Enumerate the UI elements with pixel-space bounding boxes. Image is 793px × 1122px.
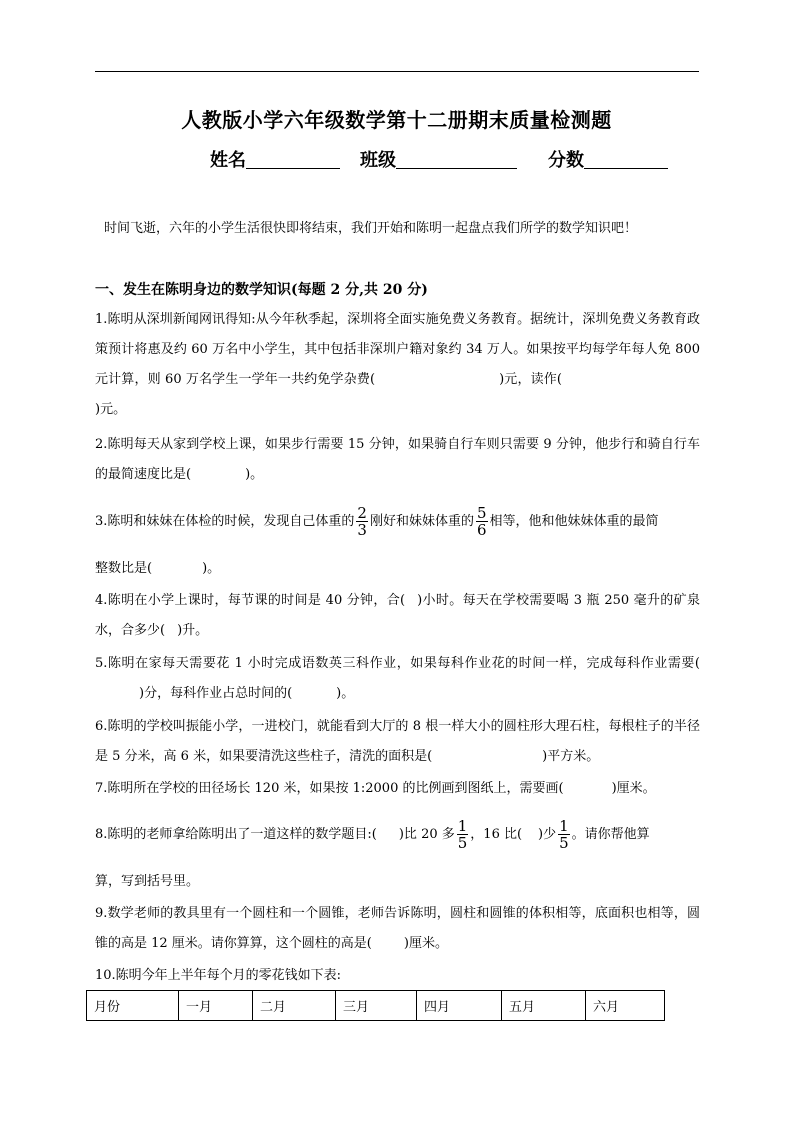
table-cell: 三月 <box>336 991 417 1021</box>
name-label: 姓名 <box>210 150 246 171</box>
question-1: 1.陈明从深圳新闻网讯得知:从今年秋季起，深圳将全面实施免费义务教育。据统计，深圳免费义务教育政策预计将惠及约 60 万名中小学生，其中包括非深圳户籍对象约 34 万人。如果按平均每学年每人免 800 元计算，则 60 万名学生一学年一共约免学杂费( )元，读作()元。 <box>95 312 700 417</box>
name-blank[interactable] <box>246 150 340 169</box>
class-field <box>360 146 517 172</box>
score-label: 分数 <box>548 150 584 171</box>
class-blank[interactable] <box>396 150 517 169</box>
allowance-table <box>86 990 665 1021</box>
fraction-two-thirds: $\frac{2}{3}$ <box>357 504 367 539</box>
question-10: 10.陈明今年上半年每个月的零花钱如下表: <box>95 968 342 983</box>
score-field <box>548 146 668 172</box>
intro-text: 时间飞逝，六年的小学生活很快即将结束，我们开始和陈明一起盘点我们所学的数学知识吧！ <box>104 221 638 236</box>
question-9: 9.数学老师的教具里有一个圆柱和一个圆锥，老师告诉陈明，圆柱和圆锥的体积相等，底面积也相等，圆锥的高是 12 厘米。请你算算，这个圆柱的高是( )厘米。 <box>95 906 700 951</box>
question-4: 4.陈明在小学上课时，每节课的时间是 40 分钟，合( )小时。每天在学校需要喝 3 瓶 250 毫升的矿泉水，合多少( )升。 <box>95 593 700 638</box>
table-cell: 六月 <box>586 991 665 1021</box>
table-cell: 四月 <box>417 991 502 1021</box>
table-cell: 五月 <box>502 991 586 1021</box>
class-label: 班级 <box>360 150 396 171</box>
question-8-cont: 算，写到括号里。 <box>95 874 200 889</box>
name-field <box>210 146 340 172</box>
question-3: 3.陈明和妹妹在体检的时候，发现自己体重的 $\frac{2}{3}$ 刚好和妹妹体重的 $\frac{5}{6}$ 相等，他和他妹妹体重的最简 <box>95 504 659 539</box>
score-blank[interactable] <box>584 150 668 169</box>
section-heading: 一、发生在陈明身边的数学知识(每题 2 分,共 20 分) <box>95 282 428 298</box>
question-5: 5.陈明在家每天需要花 1 小时完成语数英三科作业，如果每科作业花的时间一样，完成每科作业需要()分，每科作业占总时间的( )。 <box>95 656 700 701</box>
page-title: 人教版小学六年级数学第十二册期末质量检测题 <box>181 108 612 132</box>
table-cell: 二月 <box>253 991 336 1021</box>
question-6: 6.陈明的学校叫振能小学，一进校门，就能看到大厅的 8 根一样大小的圆柱形大理石柱，每根柱子的半径是 5 分米，高 6 米，如果要清洗这些柱子，清洗的面积是( )平方米。 <box>95 719 700 764</box>
fraction-five-sixths: $\frac{5}{6}$ <box>476 504 487 539</box>
question-7: 7.陈明所在学校的田径场长 120 米，如果按 1:2000 的比例画到图纸上，需要画( )厘米。 <box>95 781 656 796</box>
table-cell: 一月 <box>179 991 253 1021</box>
question-3-cont: 整数比是( )。 <box>95 561 221 576</box>
fraction-one-fifth-b: $\frac{1}{5}$ <box>559 817 569 852</box>
question-2: 2.陈明每天从家到学校上课，如果步行需要 15 分钟，如果骑自行车则只需要 9 分钟，他步行和骑自行车的最简速度比是( )。 <box>95 437 700 482</box>
fraction-one-fifth-a: $\frac{1}{5}$ <box>457 817 468 852</box>
table-cell: 月份 <box>87 991 179 1021</box>
top-rule <box>95 71 699 72</box>
table-row <box>87 991 665 1021</box>
question-8: 8.陈明的老师拿给陈明出了一道这样的数学题目:( )比 20 多 $\frac{1}{5}$ ，16 比( )少 $\frac{1}{5}$ 。请你帮他算 <box>95 817 650 852</box>
